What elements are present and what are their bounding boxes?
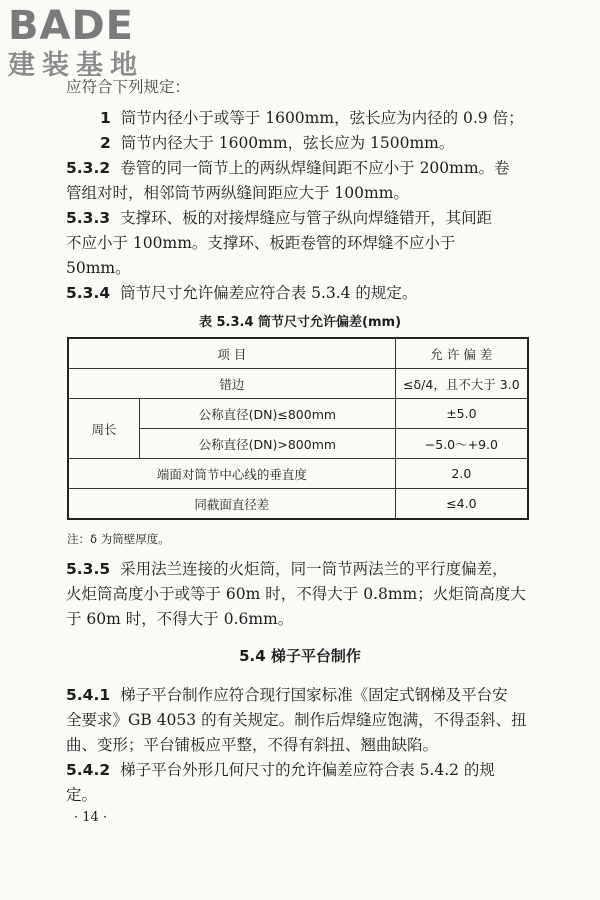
clause-text-line: 于 60m 时，不得大于 0.6mm。 — [66, 610, 294, 628]
list-item-1 — [100, 107, 524, 129]
clause-5-4-2 — [66, 759, 495, 781]
table-row — [68, 459, 528, 489]
tolerance-table — [67, 337, 529, 520]
list-text: 筒节内径小于或等于 1600mm，弦长应为内径的 0.9 倍； — [120, 109, 524, 127]
clause-5-3-3 — [66, 207, 492, 229]
clause-5-4-1 — [66, 684, 508, 706]
table-row — [68, 489, 528, 520]
clause-text: 梯子平台外形几何尺寸的允许偏差应符合表 5.4.2 的规 — [120, 761, 495, 779]
cell-tolerance: −5.0～+9.0 — [395, 429, 528, 459]
clause-number: 5.3.3 — [66, 209, 111, 227]
table-header-row — [68, 338, 528, 369]
page-number: · 14 · — [74, 810, 108, 825]
cell-item: 公称直径(DN)>800mm — [140, 429, 396, 459]
clause-text-line: 50mm。 — [66, 259, 131, 277]
cell-tolerance: ≤δ/4，且不大于 3.0 — [395, 369, 528, 399]
cell-item: 公称直径(DN)≤800mm — [140, 399, 396, 429]
section-heading: 5.4 梯子平台制作 — [239, 647, 361, 665]
list-number: 2 — [100, 134, 111, 152]
clause-number: 5.4.2 — [66, 761, 111, 779]
table-note: 注：δ 为筒壁厚度。 — [67, 532, 170, 546]
clause-5-3-2 — [66, 157, 510, 179]
list-item-2 — [100, 132, 454, 154]
list-number: 1 — [100, 109, 111, 127]
list-text: 筒节内径大于 1600mm，弦长应为 1500mm。 — [120, 134, 455, 152]
bade-logo — [8, 3, 144, 82]
logo-wordmark: BADE — [8, 3, 134, 49]
clause-text-line: 火炬筒高度小于或等于 60m 时，不得大于 0.8mm；火炬筒高度大 — [66, 585, 526, 603]
clause-text-line: 定。 — [66, 786, 98, 804]
clause-text: 卷管的同一筒节上的两纵焊缝间距不应小于 200mm。卷 — [120, 159, 510, 177]
header-item: 项 目 — [68, 338, 395, 369]
clause-text-line: 曲、变形；平台铺板应平整，不得有斜扭、翘曲缺陷。 — [66, 736, 439, 754]
clause-number: 5.4.1 — [66, 686, 111, 704]
clause-text: 采用法兰连接的火炬筒，同一筒节两法兰的平行度偏差， — [120, 560, 508, 578]
table-row — [68, 369, 528, 399]
clause-text: 支撑环、板的对接焊缝应与管子纵向焊缝错开，其间距 — [120, 209, 493, 227]
clause-text: 梯子平台制作应符合现行国家标准《固定式钢梯及平台安 — [120, 686, 508, 704]
cell-item: 错边 — [68, 369, 395, 399]
clause-number: 5.3.5 — [66, 560, 111, 578]
continuation-line: 应符合下列规定： — [66, 78, 191, 96]
clause-number: 5.3.4 — [66, 284, 111, 302]
cell-group: 周长 — [68, 399, 140, 459]
clause-text-line: 不应小于 100mm。支撑环、板距卷管的环焊缝不应小于 — [66, 234, 456, 252]
cell-item: 端面对筒节中心线的垂直度 — [68, 459, 395, 489]
table-row — [68, 399, 528, 429]
cell-item: 同截面直径差 — [68, 489, 395, 520]
cell-tolerance: ≤4.0 — [395, 489, 528, 520]
clause-5-3-4 — [66, 282, 417, 304]
clause-5-3-5 — [66, 558, 508, 580]
cell-tolerance: 2.0 — [395, 459, 528, 489]
clause-text-line: 全要求》GB 4053 的有关规定。制作后焊缝应饱满，不得歪斜、扭 — [66, 711, 527, 729]
clause-text-line: 管组对时，相邻筒节两纵缝间距应大于 100mm。 — [66, 184, 409, 202]
clause-text: 筒节尺寸允许偏差应符合表 5.3.4 的规定。 — [120, 284, 418, 302]
table-caption: 表 5.3.4 筒节尺寸允许偏差(mm) — [198, 315, 402, 330]
cell-tolerance: ±5.0 — [395, 399, 528, 429]
header-tolerance: 允 许 偏 差 — [395, 338, 528, 369]
logo-subtitle: 建装基地 — [8, 50, 144, 81]
clause-number: 5.3.2 — [66, 159, 111, 177]
